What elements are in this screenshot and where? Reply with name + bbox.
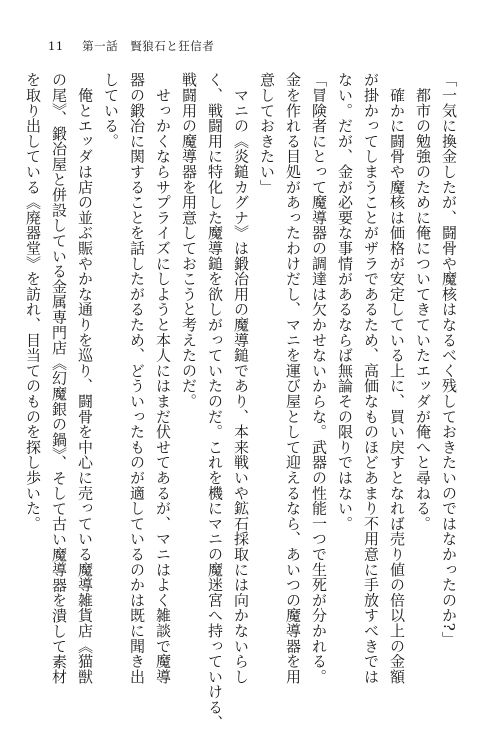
text-line: 確かに闘骨や魔核は価格が安定している上に、買い戻すとなれば売り値の倍以上の金額 bbox=[388, 72, 406, 684]
text-line: している。 bbox=[102, 72, 120, 149]
text-line: マニの《炎鎚カグナ》は鍛冶用の魔導鎚であり、本来戦いや鉱石採取には向かないらし bbox=[232, 72, 250, 684]
text-line: せっかくならサプライズにしようと本人にはまだ伏せてあるが、マニはよく雑談で魔導 bbox=[154, 72, 172, 684]
text-line: 都市の勉強のために俺についてきていたエッダが俺へと尋ねる。 bbox=[414, 72, 432, 531]
text-line: 戦闘用の魔導器を用意しておこうと考えたのだ。 bbox=[180, 72, 198, 409]
text-line: を取り出している《廃器堂》を訪れ、目当てのものを探し歩いた。 bbox=[24, 72, 42, 531]
text-line: の尾》、鍛冶屋と併設している金属専門店《幻魔銀の鍋》、そして古い魔導器を潰して素材 bbox=[50, 72, 68, 685]
text-line: ない。だが、金が必要な事情があるならば無論その限りではない。 bbox=[336, 72, 354, 531]
chapter-title: 賢狼石と狂信者 bbox=[130, 39, 215, 53]
running-header bbox=[48, 38, 214, 54]
text-line: 意しておきたい」 bbox=[258, 72, 276, 195]
text-line: が掛かってしまうことがザラであるため、高価なものほどあまり不用意に手放すべきでは bbox=[362, 72, 380, 684]
text-line: 器の鍛冶に関することを話したがるため、どういったものが適しているのかは既に聞き出 bbox=[128, 72, 146, 684]
chapter-label: 第一話 bbox=[82, 39, 119, 53]
text-line: 「冒険者にとって魔導器の調達は欠かせないからな。武器の性能一つで生死が分かれる。 bbox=[310, 72, 328, 684]
body-text bbox=[24, 72, 462, 730]
text-line: 「一気に換金したが、闘骨や魔核はなるべく残しておきたいのではなかったのか?」 bbox=[440, 72, 458, 647]
text-line: 金を作れる目処があったわけだし、マニを運び屋として迎えるなら、あいつの魔導器を用 bbox=[284, 72, 302, 684]
page-number: 11 bbox=[48, 39, 64, 53]
text-line: く、戦闘用に特化した魔導鎚を欲しがっていたのだ。これを機にマニの魔迷宮へ持っていける、 bbox=[206, 72, 224, 730]
text-line: 俺とエッダは店の並ぶ賑やかな通りを巡り、闘骨を中心に売っている魔導雑貨店《猫獣 bbox=[76, 72, 94, 684]
